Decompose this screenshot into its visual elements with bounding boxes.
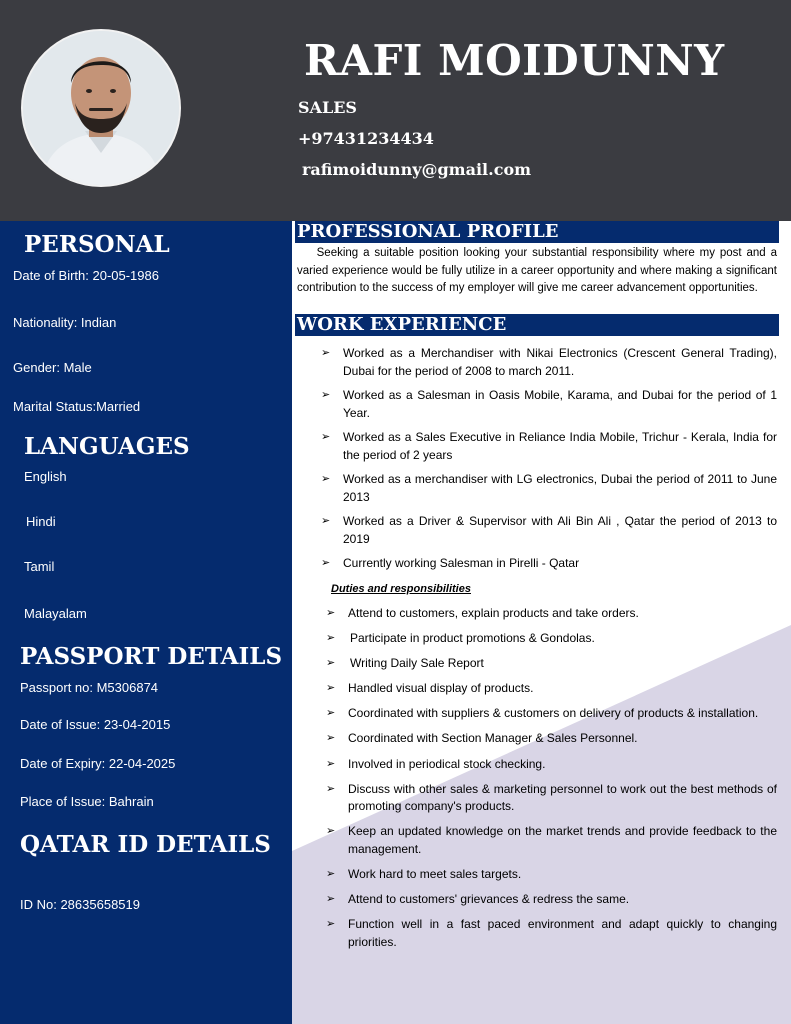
- list-item: [326, 730, 777, 748]
- language-item: English: [24, 469, 67, 484]
- arrow-bullet-icon: ➢: [326, 632, 336, 645]
- nationality: Nationality: Indian: [13, 315, 117, 330]
- arrow-bullet-icon: ➢: [326, 682, 336, 695]
- duty-item-text: Handled visual display of products.: [348, 681, 534, 696]
- arrow-bullet-icon: ➢: [321, 557, 331, 569]
- list-item: [321, 429, 777, 464]
- arrow-bullet-icon: ➢: [326, 892, 336, 905]
- work-item-text: Worked as a Merchandiser with Nikai Electronics (Crescent General Trading), Dubai for the period of 2008 to march 2011.: [343, 346, 777, 378]
- duty-item-text: Attend to customers' grievances & redress the same.: [348, 891, 630, 906]
- date-of-birth: Date of Birth: 20-05-1986: [13, 268, 159, 283]
- arrow-bullet-icon: ➢: [321, 389, 331, 401]
- profile-photo: [21, 29, 181, 187]
- duty-item-text: Keep an updated knowledge on the market trends and provide feedback to the management.: [348, 824, 777, 856]
- list-item: [326, 630, 777, 648]
- arrow-bullet-icon: ➢: [326, 707, 336, 720]
- arrow-bullet-icon: ➢: [326, 657, 336, 670]
- language-item: Tamil: [24, 559, 55, 574]
- language-item: Hindi: [26, 514, 56, 529]
- duty-item-text: Writing Daily Sale Report: [350, 656, 484, 671]
- list-item: [326, 605, 777, 623]
- list-item: [326, 891, 777, 909]
- duty-item-text: Discuss with other sales & marketing personnel to work out the best methods of promoting company's products.: [348, 781, 777, 814]
- marital-status: Marital Status:Married: [13, 399, 141, 414]
- passport-issue-date: Date of Issue: 23-04-2015: [20, 717, 171, 732]
- arrow-bullet-icon: ➢: [326, 867, 336, 880]
- candidate-name: RAFI MOIDUNNY: [304, 36, 725, 85]
- list-item: [326, 781, 777, 816]
- list-item: [321, 555, 777, 573]
- passport-expiry-date: Date of Expiry: 22-04-2025: [20, 756, 176, 771]
- duty-item-text: Attend to customers, explain products and take orders.: [348, 606, 639, 620]
- arrow-bullet-icon: ➢: [326, 918, 336, 931]
- language-item: Malayalam: [24, 606, 87, 621]
- arrow-bullet-icon: ➢: [326, 825, 336, 838]
- professional-profile-text: [297, 245, 777, 298]
- work-item-text: Worked as a Sales Executive in Reliance India Mobile, Trichur - Kerala, India for the period of 2 years: [343, 430, 777, 462]
- gender: Gender: Male: [13, 360, 92, 375]
- list-item: [326, 705, 777, 723]
- duty-item-text: Coordinated with Section Manager & Sales Personnel.: [348, 731, 638, 746]
- email-address: rafimoidunny@gmail.com: [302, 160, 532, 179]
- passport-issue-place: Place of Issue: Bahrain: [20, 794, 154, 809]
- languages-heading: LANGUAGES: [24, 433, 190, 460]
- arrow-bullet-icon: ➢: [326, 757, 336, 770]
- list-item: [326, 756, 777, 774]
- duty-item-text: Work hard to meet sales targets.: [348, 866, 522, 881]
- list-item: [326, 916, 777, 951]
- duty-item-text: Involved in periodical stock checking.: [348, 756, 546, 771]
- passport-number: Passport no: M5306874: [20, 680, 159, 695]
- arrow-bullet-icon: ➢: [326, 732, 336, 745]
- arrow-bullet-icon: ➢: [326, 607, 336, 619]
- duties-heading: Duties and responsibilities: [331, 583, 471, 595]
- list-item: [326, 823, 777, 858]
- list-item: [326, 866, 777, 884]
- work-item-text: Worked as a Driver & Supervisor with Ali Bin Ali , Qatar the period of 2013 to 2019: [343, 514, 777, 546]
- list-item: [321, 513, 777, 548]
- resume-header: [0, 0, 791, 221]
- duty-item-text: Coordinated with suppliers & customers on delivery of products & installation.: [348, 706, 759, 721]
- work-item-text: Worked as a Salesman in Oasis Mobile, Karama, and Dubai for the period of 1 Year.: [343, 388, 777, 420]
- arrow-bullet-icon: ➢: [321, 431, 331, 443]
- arrow-bullet-icon: ➢: [321, 347, 331, 359]
- work-experience-heading: WORK EXPERIENCE: [295, 314, 779, 336]
- work-experience-list: [321, 345, 777, 580]
- arrow-bullet-icon: ➢: [326, 782, 336, 795]
- list-item: [321, 387, 777, 422]
- work-item-text: Currently working Salesman in Pirelli - Qatar: [343, 556, 580, 570]
- list-item: [321, 345, 777, 380]
- personal-heading: PERSONAL: [24, 231, 170, 258]
- professional-profile-heading: PROFESSIONAL PROFILE: [295, 221, 779, 243]
- list-item: [321, 471, 777, 506]
- list-item: [326, 655, 777, 673]
- qatar-id-number: ID No: 28635658519: [20, 897, 140, 912]
- qatar-id-heading: QATAR ID DETAILS: [20, 831, 271, 858]
- passport-heading: PASSPORT DETAILS: [20, 643, 283, 670]
- duty-item-text: Function well in a fast paced environment and adapt quickly to changing priorities.: [348, 917, 777, 949]
- arrow-bullet-icon: ➢: [321, 473, 331, 485]
- person-portrait-icon: [23, 31, 179, 185]
- profile-paragraph: Seeking a suitable position looking your substantial responsibility where my post and a varied experience would be fully utilize in a career opportunity and where making a significant contribution to the success of my employer will give me career advancement opportunities.: [297, 247, 778, 294]
- job-title: SALES: [298, 98, 357, 117]
- list-item: [326, 680, 777, 698]
- work-item-text: Worked as a merchandiser with LG electronics, Dubai the period of 2011 to June 2013: [343, 472, 777, 504]
- duties-list: [326, 605, 777, 959]
- arrow-bullet-icon: ➢: [321, 515, 331, 527]
- phone-number: +97431234434: [298, 129, 434, 148]
- duty-item-text: Participate in product promotions & Gondolas.: [350, 631, 595, 646]
